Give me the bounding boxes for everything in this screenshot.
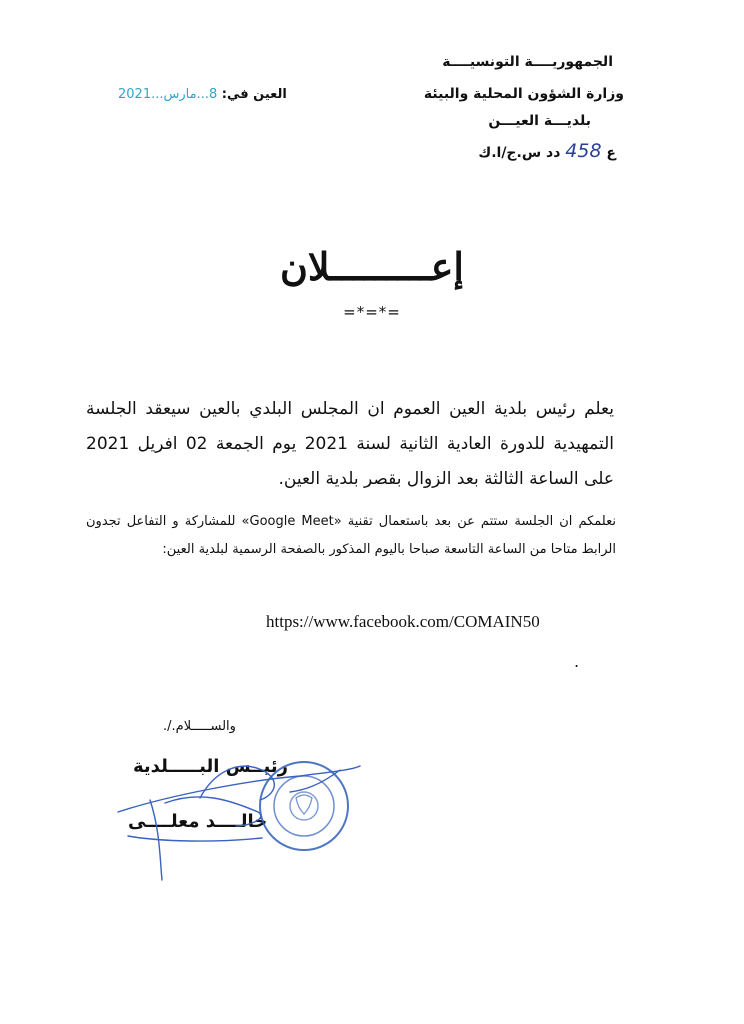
signatory-title: رئيــس البـــــلدية xyxy=(133,756,288,777)
facebook-link[interactable]: https://www.facebook.com/COMAIN50 xyxy=(266,612,540,631)
trailing-dot: . xyxy=(574,652,580,671)
date-handwritten: 8...مارس...2021 xyxy=(118,87,218,102)
announcement-paragraph: يعلم رئيس بلدية العين العموم ان المجلس البلدي بالعين سيعقد الجلسة التمهيدية للدورة العادية الثانية لسنة 2021 يوم الجمعة 02 افريل 2021 على الساعة الثالثة بعد الزوال بقصر بلدية العين. xyxy=(86,399,614,489)
reference-handwritten-number: 458 xyxy=(565,140,602,162)
header-republic: الجمهوريــــة التونسيــــة xyxy=(442,54,613,70)
signatory-name: خالــــد معلــــى xyxy=(128,811,268,832)
reference-suffix: دد س.ج/ا.ك xyxy=(478,145,561,161)
meeting-info-paragraph: نعلمكم ان الجلسة ستتم عن بعد باستعمال تقنية «Google Meet» للمشاركة و التفاعل تجدون الرابط متاحا من الساعة التاسعة صباحا باليوم المذكور بالصفحة الرسمية لبلدية العين: xyxy=(86,514,616,557)
header-municipality: بلديـــة العيـــن xyxy=(488,113,591,129)
announcement-title: إعـــــــــلان xyxy=(279,244,464,289)
closing-greeting: والســـــلام./. xyxy=(163,719,236,734)
date-label: العين في: xyxy=(221,87,287,102)
title-decoration: =*=*= xyxy=(343,303,401,321)
header-ministry: وزارة الشؤون المحلية والبيئة xyxy=(423,86,624,102)
reference-prefix: ع xyxy=(606,145,616,161)
